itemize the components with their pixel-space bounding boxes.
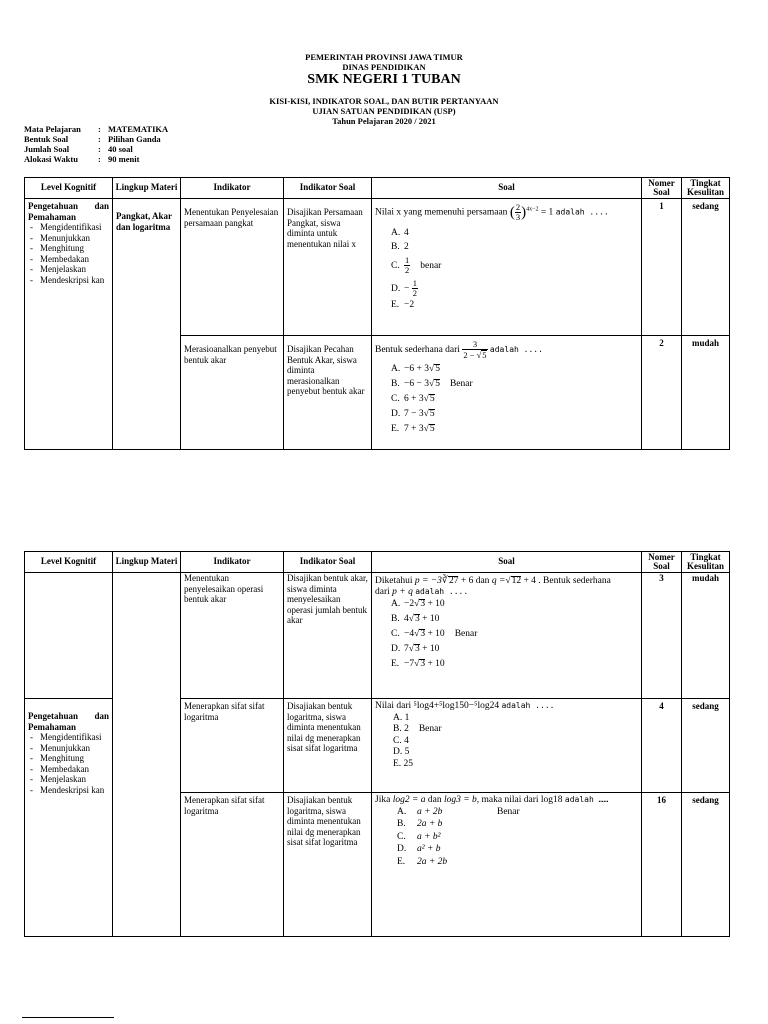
option: C. −4√3 + 10 Benar (391, 627, 638, 642)
options (375, 362, 638, 437)
level-title-b: dan (94, 711, 109, 721)
list-item: - Mengidentifikasi (28, 222, 109, 233)
table-header-row (25, 552, 730, 573)
frac-den: 2 (405, 265, 410, 275)
list-item: - Membedakan (28, 254, 109, 265)
option-label: A. (391, 228, 401, 238)
option: C. 6 + 3√5 (391, 392, 638, 407)
option (391, 240, 638, 254)
level-cell (25, 199, 113, 450)
option-label: E. (397, 856, 406, 867)
option-label: B. (391, 614, 400, 624)
option-value: 2a + 2b (417, 856, 448, 867)
radicand: 3 (414, 614, 420, 624)
meta-key: Bentuk Soal (24, 134, 69, 144)
var-pq: p + q (392, 586, 413, 597)
tingkat-cell: mudah (682, 573, 730, 699)
question-text: Diketahui p = −3∛27 + 6 dan q =√12 + 4 . Bentuk sederhana (375, 576, 611, 586)
meta-sep: : (98, 134, 101, 144)
indikator-soal-cell: Disajikan bentuk akar, siswa diminta menyelesaikan operasi jumlah bentuk akar (284, 573, 372, 699)
col-header: Indikator Soal (284, 178, 372, 199)
list-item: - Menunjukkan (28, 233, 109, 244)
option-value: 6 + 3 (404, 394, 424, 404)
frac-num: 3 (462, 340, 487, 350)
nomer-cell: 16 (642, 793, 682, 937)
col-header: Soal (372, 552, 642, 573)
level-title (28, 201, 109, 222)
indikator-cell: Menentukan penyelesaikan operasi bentuk akar (181, 573, 284, 699)
indikator-soal-cell: Disajikan Persamaan Pangkat, siswa diminta untuk menentukan nilai x (284, 199, 372, 336)
option: B. −6 − 3√5 Benar (391, 377, 638, 392)
meta-value: 90 menit (108, 154, 140, 164)
paren-left: ( (509, 204, 515, 221)
fraction (462, 340, 487, 360)
soal-cell (372, 199, 642, 336)
question-part: , maka nilai dari log18 (476, 795, 563, 805)
option-label: A. (391, 364, 401, 374)
level-cell-empty (25, 573, 113, 699)
list-item: - Mengidentifikasi (28, 732, 109, 743)
fraction (412, 279, 418, 298)
level-list (28, 732, 109, 795)
level-title-c: Pemahaman (28, 721, 76, 732)
radicand: 3 (420, 629, 426, 639)
materi-cell: Pangkat, Akar dan logaritma (113, 199, 181, 450)
col-header: Nomer Soal (642, 552, 682, 573)
question-part: log2 = a (392, 795, 426, 805)
equals: = 1 (540, 207, 554, 218)
tingkat-cell: sedang (682, 793, 730, 937)
option-label: D. (391, 283, 401, 294)
level-title-a: Pengetahuan (28, 711, 79, 721)
option-value: a² + b (417, 844, 441, 854)
sqrt-p: ∛ (441, 576, 448, 586)
option-label: B. (391, 379, 400, 389)
radicand: 5 (435, 379, 440, 389)
meta-row (24, 144, 168, 154)
frac-den: 3 (515, 212, 521, 222)
list-item: - Membedakan (28, 764, 109, 775)
level-title-a: Pengetahuan (28, 201, 79, 211)
correct-note: benar (420, 260, 442, 271)
col-header: Level Kognitif (25, 552, 113, 573)
list-item: - Menghitung (28, 753, 109, 764)
option-tail: + 10 (427, 659, 445, 669)
option-value: − (404, 283, 410, 294)
option-label: D. (397, 844, 407, 854)
soal-cell (372, 336, 642, 450)
option-label: B. (397, 819, 406, 829)
option-label: B. (391, 242, 400, 252)
level-title-c: Pemahaman (28, 211, 76, 222)
option-value: a + b² (417, 831, 441, 842)
radicand: 3 (414, 644, 420, 654)
question-part: log3 = b (443, 795, 477, 805)
radicand: 5 (429, 394, 435, 404)
option-value: 7 (404, 644, 409, 654)
meta-key: Mata Pelajaran (24, 124, 81, 134)
indikator-cell: Menerapkan sifat sifat logaritma (181, 793, 284, 937)
meta-sep: : (98, 154, 101, 164)
footer-rule (22, 1017, 114, 1018)
option: E. 25 (393, 758, 414, 769)
level-title (28, 711, 109, 732)
school-name: SMK NEGERI 1 TUBAN (307, 72, 461, 87)
table-header-row (25, 178, 730, 199)
col-header: Indikator Soal (284, 552, 372, 573)
tingkat-cell: mudah (682, 336, 730, 450)
option-label: C. (391, 394, 400, 404)
option-tail: + 10 (427, 599, 445, 609)
table-row (25, 199, 730, 336)
option: A. −2√3 + 10 (391, 597, 638, 612)
doc-title: KISI-KISI, INDIKATOR SOAL, DAN BUTIR PERTANYAAN (269, 96, 499, 106)
adalah: adalah .... (415, 586, 469, 596)
question-text (375, 203, 638, 222)
nomer-cell: 1 (642, 199, 682, 336)
adalah: adalah .... (489, 345, 543, 355)
soal-cell (372, 699, 642, 793)
radicand: 5 (482, 350, 487, 360)
indikator-soal-cell: Disajiakan bentuk logaritma, siswa diminta menentukan nilai dg menerapkan sisat sifat logaritma (284, 699, 372, 793)
option-value: 2a + b (417, 819, 443, 829)
question-text-part: + 4 . Bentuk sederhana (523, 576, 611, 586)
adalah: adalah .... (501, 701, 555, 710)
list-item: - Mendeskripsi kan (28, 785, 109, 796)
option: B. 4√3 + 10 (391, 612, 638, 627)
col-header: Level Kognitif (25, 178, 113, 199)
meta-row (24, 124, 168, 134)
option-value: 7 + 3 (404, 424, 424, 434)
question-text (375, 795, 638, 806)
indikator-soal-cell: Disajiakan bentuk logaritma, siswa diminta menentukan nilai dg menerapkan sisat sifat logaritma (284, 793, 372, 937)
question-part: Jika (375, 795, 391, 805)
soal-cell (372, 793, 642, 937)
frac-den: 2 (412, 288, 417, 298)
option: E. −7√3 + 10 (391, 657, 638, 672)
option-value: 2 (404, 242, 409, 252)
question-prefix: Bentuk sederhana dari (375, 345, 460, 356)
nomer-cell: 3 (642, 573, 682, 699)
option-value: 4 (404, 228, 409, 238)
table-row (25, 573, 730, 699)
question-text (375, 701, 638, 712)
school-year: Tahun Pelajaran 2020 / 2021 (332, 116, 436, 126)
adalah: adalah …… (564, 795, 609, 804)
indikator-soal-cell: Disajikan Pecahan Bentuk Akar, siswa diminta merasionalkan penyebut bentuk akar (284, 336, 372, 450)
option-tail: + 10 (422, 614, 440, 624)
level-list (28, 222, 109, 285)
level-cell (25, 699, 113, 937)
option-label: C. (391, 260, 400, 271)
col-header: Lingkup Materi (113, 552, 181, 573)
kisi-table-2 (24, 551, 730, 937)
option-label: A. (391, 599, 401, 609)
frac-den-a: 2 − (463, 350, 475, 360)
option-value: −7 (404, 659, 415, 669)
frac-num: 2 (515, 202, 521, 212)
option (391, 298, 638, 312)
question-prefix: Nilai x yang memenuhi persamaan (375, 207, 508, 218)
frac-num: 1 (412, 278, 417, 288)
question-prefix: Diketahui (375, 576, 413, 586)
col-header: Indikator (181, 552, 284, 573)
option-value: a + 2b (417, 806, 443, 817)
meta-value: Pilihan Ganda (108, 134, 161, 144)
option-value: −2 (404, 300, 415, 310)
option-label: E. (391, 659, 400, 669)
question-text-part: + 6 dan (460, 576, 490, 586)
col-header: Tingkat Kesulitan (682, 178, 730, 199)
meta-value: 40 soal (108, 144, 133, 154)
option-value: −2 (404, 599, 415, 609)
option: D. 7√3 + 10 (391, 642, 638, 657)
radicand: 3 (420, 659, 426, 669)
list-item: - Mendeskripsi kan (28, 275, 109, 286)
adalah: adalah .... (555, 207, 609, 217)
option-label: A. (397, 806, 407, 817)
option (391, 256, 638, 275)
radicand: 5 (429, 409, 435, 419)
col-header: Tingkat Kesulitan (682, 552, 730, 573)
tingkat-cell: sedang (682, 699, 730, 793)
option-tail: + 10 (427, 629, 445, 639)
fraction (404, 256, 410, 275)
dept-line: DINAS PENDIDIKAN (342, 62, 426, 72)
list-item: - Menjelaskan (28, 774, 109, 785)
paren-right: ) (521, 204, 527, 221)
options (375, 806, 638, 869)
option: D. 7 − 3√5 (391, 407, 638, 422)
option (391, 279, 638, 298)
question-prefix: Nilai dari ⁵log4+⁵log150−⁵log24 (375, 701, 500, 711)
radicand: 27 (448, 576, 459, 586)
radicand: 3 (420, 599, 426, 609)
gov-line: PEMERINTAH PROVINSI JAWA TIMUR (305, 52, 463, 62)
option: D. 5 (393, 747, 410, 757)
question-text (375, 340, 638, 360)
option-label: D. (391, 644, 401, 654)
frac-num: 1 (405, 255, 410, 265)
nomer-cell: 4 (642, 699, 682, 793)
meta-row (24, 134, 168, 144)
options (375, 713, 638, 771)
option (393, 724, 638, 736)
meta-value: MATEMATIKA (108, 124, 169, 134)
col-header: Nomer Soal (642, 178, 682, 199)
option-value: −4 (404, 629, 415, 639)
option: A. 1 (393, 712, 410, 723)
col-header: Indikator (181, 178, 284, 199)
radicand: 5 (435, 364, 440, 374)
list-item: - Menjelaskan (28, 264, 109, 275)
option-label: D. (391, 409, 401, 419)
correct-note: Benar (497, 806, 520, 817)
meta-block (24, 124, 168, 164)
soal-cell (372, 573, 642, 699)
nomer-cell: 2 (642, 336, 682, 450)
meta-sep: : (98, 124, 101, 134)
option-value: −6 − 3 (404, 379, 429, 389)
option-tail: + 10 (422, 644, 440, 654)
indikator-cell: Menentukan Penyelesaian persamaan pangkat (181, 199, 284, 336)
list-item: - Menghitung (28, 243, 109, 254)
radicand: 12 (511, 576, 522, 586)
meta-key: Alokasi Waktu (24, 154, 78, 164)
exponent: 4x−2 (526, 206, 539, 213)
col-header: Soal (372, 178, 642, 199)
list-item: - Menunjukkan (28, 743, 109, 754)
option-value: B. 2 (393, 724, 409, 734)
question-text-part: dari (375, 586, 390, 597)
meta-key: Jumlah Soal (24, 144, 70, 154)
meta-sep: : (98, 144, 101, 154)
options (375, 226, 638, 312)
kisi-table-1 (24, 177, 730, 450)
option-label: E. (391, 424, 400, 434)
options (375, 597, 638, 672)
frac-den: 2 − √5 (463, 350, 487, 360)
option (391, 226, 638, 240)
var-q: q = (491, 576, 506, 586)
tingkat-cell: sedang (682, 199, 730, 336)
option-value: −6 + 3 (404, 364, 429, 374)
var-p: p = −3 (414, 576, 442, 586)
option: A. −6 + 3√5 (391, 362, 638, 377)
indikator-cell: Menerapkan sifat sifat logaritma (181, 699, 284, 793)
option: E. 7 + 3√5 (391, 422, 638, 437)
radicand: 5 (429, 424, 435, 434)
question-line2 (375, 587, 638, 598)
option-value: 4 (404, 614, 409, 624)
option-value: 7 − 3 (404, 409, 424, 419)
meta-row (24, 154, 168, 164)
level-title-b: dan (94, 201, 109, 211)
correct-note: Benar (418, 724, 442, 734)
question-part: dan (427, 795, 442, 805)
option-label: C. (391, 629, 400, 639)
doc-subtitle: UJIAN SATUAN PENDIDIKAN (USP) (312, 106, 456, 116)
option-label: E. (391, 300, 400, 310)
materi-cell-empty (113, 573, 181, 937)
option: C. 4 (393, 735, 409, 746)
indikator-cell: Merasioanalkan penyebut bentuk akar (181, 336, 284, 450)
correct-note: Benar (454, 629, 478, 639)
col-header: Lingkup Materi (113, 178, 181, 199)
correct-note: Benar (449, 379, 473, 389)
option-label: C. (397, 831, 406, 842)
